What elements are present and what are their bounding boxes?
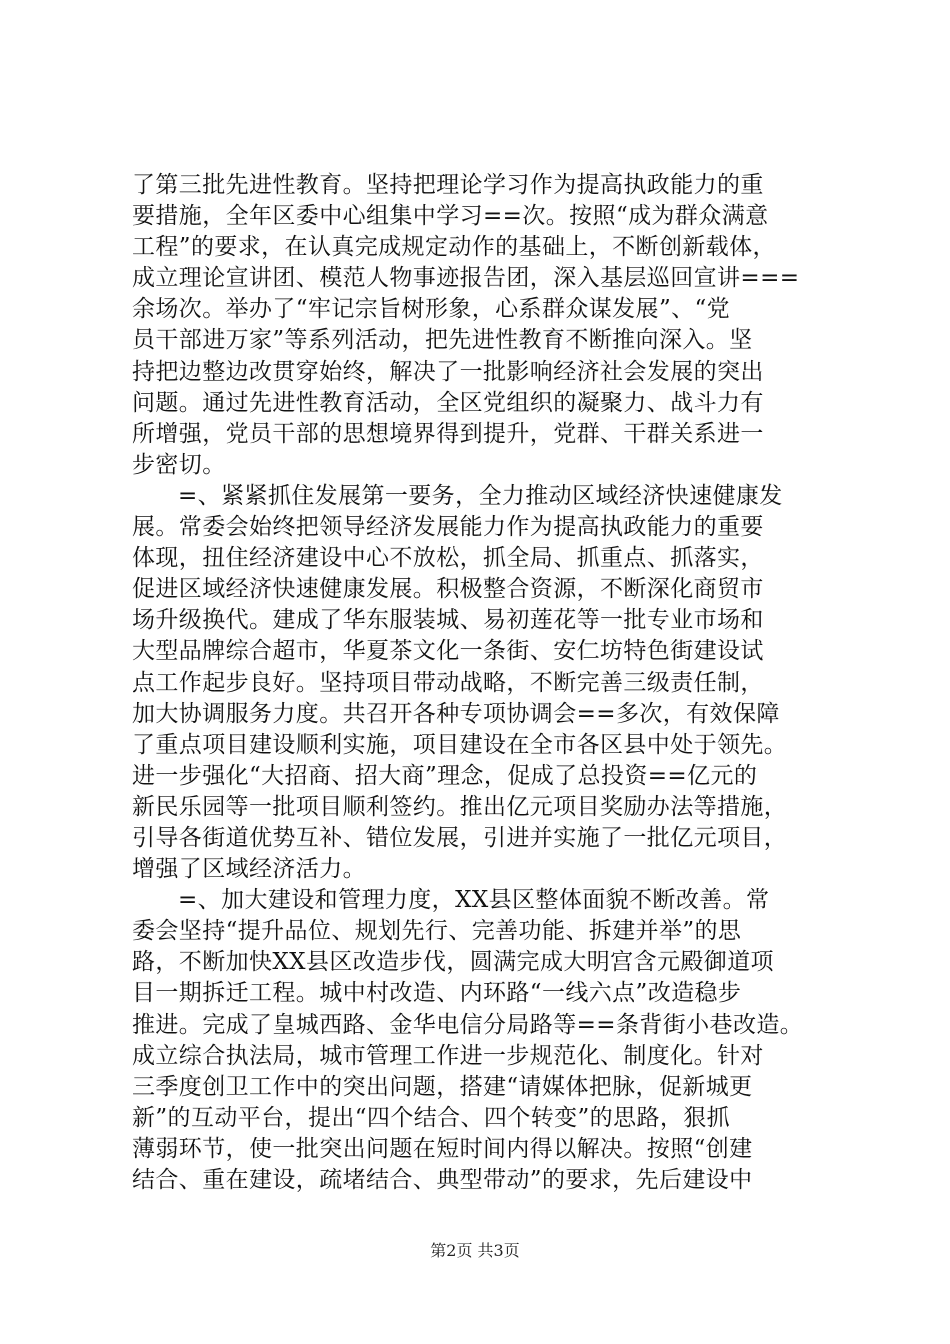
text-line: 所增强，党员干部的思想境界得到提升，党群、干群关系进一 [132, 420, 764, 447]
text-line: 场升级换代。建成了华东服装城、易初莲花等一批专业市场和 [132, 607, 764, 634]
text-line: 员干部进万家”等系列活动，把先进性教育不断推向深入。坚 [132, 327, 753, 354]
text-line: 余场次。举办了“牢记宗旨树形象，心系群众谋发展”、“党 [132, 296, 731, 323]
page-number-footer: 第2页 共3页 [430, 1241, 520, 1260]
text-line: 进一步强化“大招商、招大商”理念，促成了总投资==亿元的 [132, 762, 758, 789]
text-line: 问题。通过先进性教育活动，全区党组织的凝聚力、战斗力有 [132, 389, 764, 416]
text-line: 体现，扭住经济建设中心不放松，抓全局、抓重点、抓落实， [132, 545, 764, 572]
paragraph-start-line: =、紧紧抓住发展第一要务，全力推动区域经济快速健康发 [178, 482, 783, 509]
text-line: 成立理论宣讲团、模范人物事迹报告团，深入基层巡回宣讲=== [132, 265, 800, 292]
text-line: 加大协调服务力度。共召开各种专项协调会==多次，有效保障 [132, 700, 780, 727]
text-line: 了第三批先进性教育。坚持把理论学习作为提高执政能力的重 [132, 172, 764, 198]
text-line: 薄弱环节，使一批突出问题在短时间内得以解决。按照“创建 [132, 1135, 753, 1162]
text-line: 成立综合执法局，城市管理工作进一步规范化、制度化。针对 [132, 1042, 764, 1069]
body-text [132, 170, 832, 1196]
text-line: 点工作起步良好。坚持项目带动战略，不断完善三级责任制， [132, 669, 764, 696]
paragraph-start-line: =、加大建设和管理力度，XX县区整体面貌不断改善。常 [178, 887, 770, 914]
text-line: 工程”的要求，在认真完成规定动作的基础上，不断创新载体， [132, 234, 776, 261]
text-line: 持把边整边改贯穿始终，解决了一批影响经济社会发展的突出 [132, 358, 764, 385]
text-line: 大型品牌综合超市，华夏茶文化一条街、安仁坊特色街建设试 [132, 638, 764, 665]
text-line: 促进区域经济快速健康发展。积极整合资源，不断深化商贸市 [132, 576, 764, 603]
text-line: 新民乐园等一批项目顺利签约。推出亿元项目奖励办法等措施， [132, 793, 788, 820]
text-line: 结合、重在建设，疏堵结合、典型带动”的要求，先后建设中 [132, 1167, 753, 1193]
text-line: 展。常委会始终把领导经济发展能力作为提高执政能力的重要 [132, 514, 764, 541]
text-line: 委会坚持“提升品位、规划先行、完善功能、拆建并举”的思 [132, 918, 742, 945]
text-line: 目一期拆迁工程。城中村改造、内环路“一线六点”改造稳步 [132, 980, 742, 1007]
text-line: 引导各街道优势互补、错位发展，引进并实施了一批亿元项目， [132, 824, 788, 851]
text-line: 步密切。 [132, 451, 226, 478]
text-line: 要措施，全年区委中心组集中学习==次。按照“成为群众满意 [132, 203, 769, 230]
text-line: 了重点项目建设顺利实施，项目建设在全市各区县中处于领先。 [132, 731, 788, 758]
text-line: 新”的互动平台，提出“四个结合、四个转变”的思路，狠抓 [132, 1104, 731, 1131]
text-line: 路，不断加快XX县区改造步伐，圆满完成大明宫含元殿御道项 [132, 949, 774, 976]
text-line: 推进。完成了皇城西路、金华电信分局路等==条背街小巷改造。 [132, 1011, 804, 1038]
text-line: 三季度创卫工作中的突出问题，搭建“请媒体把脉，促新城更 [132, 1073, 753, 1100]
text-line: 增强了区域经济活力。 [132, 856, 366, 883]
